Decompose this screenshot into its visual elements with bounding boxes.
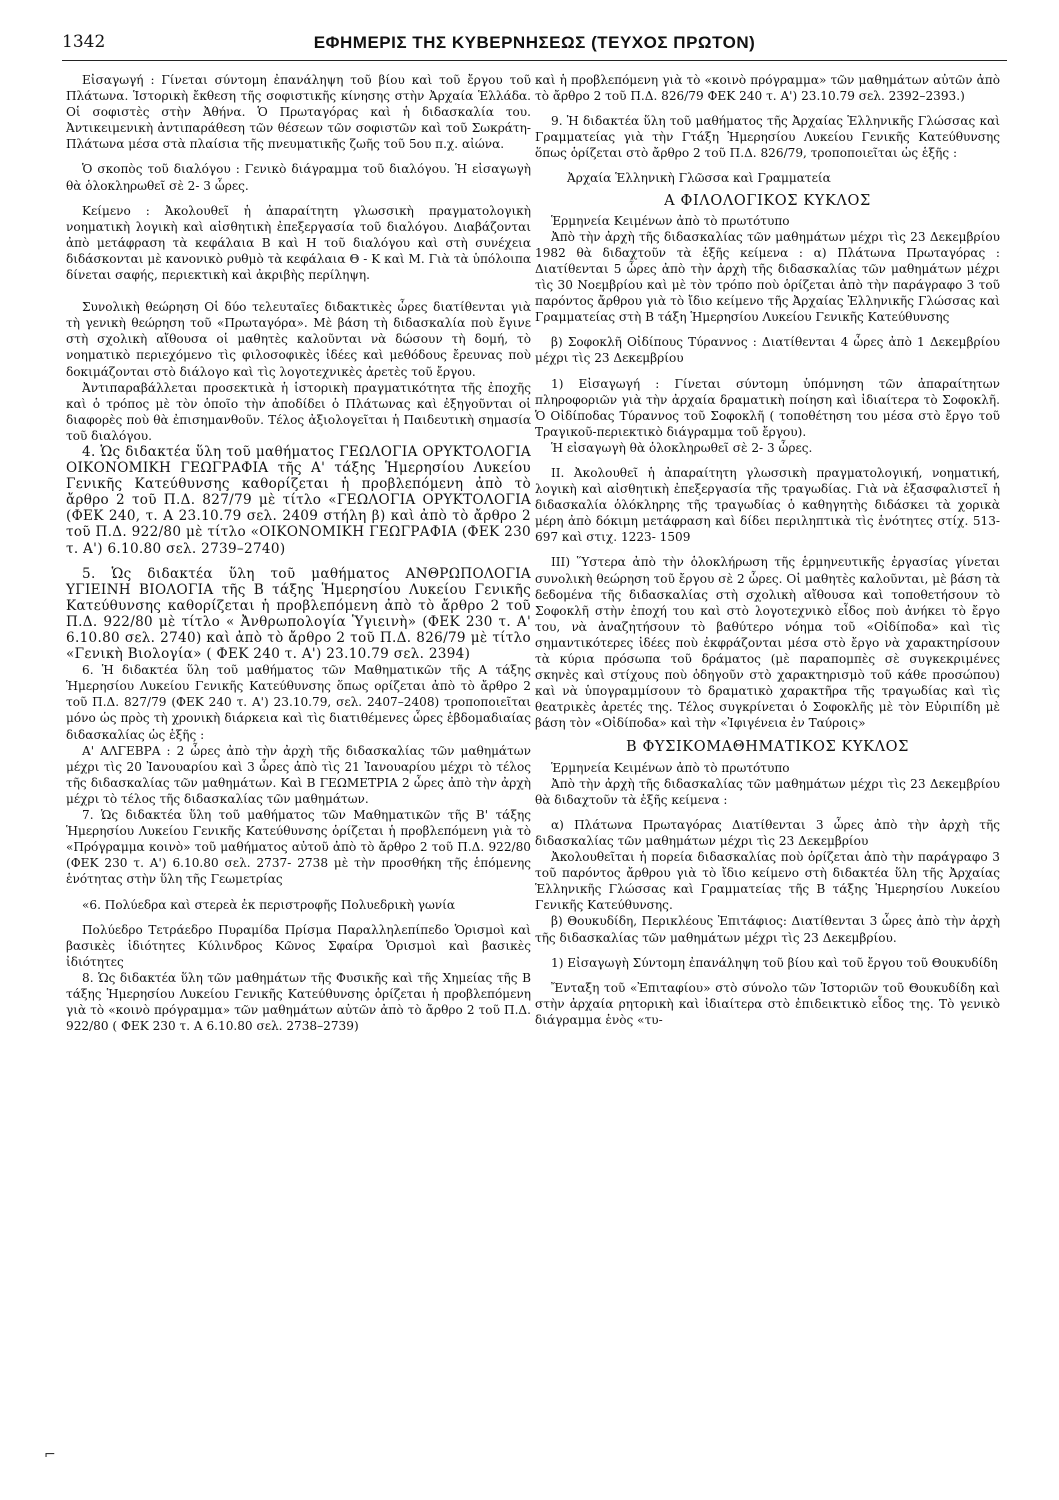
epitaph-paragraph: Ἔνταξη τοῦ «Ἐπιταφίου» στὸ σύνολο τῶν Ἱστοριῶν τοῦ Θουκυδίδη καὶ στὴν ἀρχαία ρητορικὴ καὶ ἰδιαίτερα στὸ ἐπιδεικτικὸ εἶδος της. Τὸ γενικὸ διάγραμμα ἑνὸς «τυ- (535, 980, 1000, 1027)
margin-mark: ⌐ (44, 1447, 56, 1463)
plato-paragraph: α) Πλάτωνα Πρωταγόρας Διατίθενται 3 ὧρες ἀπὸ τὴν ἀρχὴ τῆς διδασκαλίας τῶν μαθημάτων μέχρι τὶς 23 Δεκεμβρίου (535, 817, 1000, 848)
item-9-paragraph: 9. Ἡ διδακτέα ὕλη τοῦ μαθήματος τῆς Ἀρχαίας Ἑλληνικῆς Γλώσσας καὶ Γραμματείας γιὰ τὴν Γτάξη Ἡμερησίου Λυκείου Γενικῆς Κατεύθυνσης ὅπως ὁρίζεται στὸ ἄρθρο 2 τοῦ Π.Δ. 826/79, τροποποιεῖται ὡς ἑξῆς : (535, 114, 1000, 161)
sophocles-paragraph: β) Σοφοκλῆ Οἰδίπους Τύραννος : Διατίθενται 4 ὧρες ἀπὸ 1 Δεκεμβρίου μέχρι τὶς 23 Δεκεμβρίου (535, 335, 1000, 366)
overall-review-paragraph: ΙΙΙ) Ὕστερα ἀπὸ τὴν ὁλοκλήρωση τῆς ἑρμηνευτικῆς ἐργασίας γίνεται συνολικὴ θεώρηση τοῦ ἔργου σὲ 2 ὧρες. Οἱ μαθητὲς καλοῦνται, μὲ βάση τὰ δεδομένα τῆς διδασκαλίας στὴ σχολικὴ αἴθουσα καὶ τοποθετήσουν τὸ Σοφοκλῆ στὴν ἐποχή του καὶ στὸ λογοτεχνικὸ εἶδος ποὺ ἀνήκει τὸ ἔργο του, νὰ ἀναζητήσουν τὸ βαθύτερο νόημα τοῦ «Οἰδίποδα» καὶ τὶς σημαντικότερες ἰδέες ποὺ ἐκφράζονται μέσα στὸ ἔργο νὰ χαρακτηρίσουν τὰ κύρια πρόσωπα τοῦ δράματος (μὲ παραπομπὲς σὲ συγκεκριμένες σκηνὲς καὶ στίχους ποὺ ὁδηγοῦν στὸ χαρακτηρισμὸ τοῦ κάθε προσώπου) καὶ νὰ ὑπογραμμίσουν τὸ δραματικὸ χαρακτῆρα τῆς τραγωδίας καὶ τὶς θεατρικὲς ἀρετές της. Τέλος συγκρίνεται ὁ Σοφοκλῆς μὲ τὸν Εὐριπίδη μὲ βάση τὸν «Οἰδίποδα» καὶ τὴν «Ἰφιγένεια ἐν Ταύροις» (535, 555, 1000, 731)
teaching-course-paragraph: Ἀκολουθεῖται ἡ πορεία διδασκαλίας ποὺ ὁρίζεται ἀπὸ τὴν παράγραφο 3 τοῦ παρόντος ἄρθρου γιὰ τὸ ἴδιο κείμενο στὴ διδακτέα ὕλη τῆς Ἀρχαίας Ἑλληνικῆς Γλώσσας καὶ Γραμματείας τῆς Β τάξης Ἡμερησίου Λυκείου Γενικῆς Κατεύθυνσης. (535, 850, 1000, 913)
item-7-paragraph: 7. Ὡς διδακτέα ὕλη τοῦ μαθήματος τῶν Μαθηματικῶν τῆς Β' τάξης Ἡμερησίου Λυκείου Γενικῆς Κατεύθυνσης ὁρίζεται ἡ προβλεπόμενη γιὰ τὸ «Πρόγραμμα κοινὸ» τοῦ μαθήματος αὐτοῦ ἀπὸ τὸ ἄρθρο 2 τοῦ Π.Δ. 922/80 (ΦΕΚ 230 τ. Α') 6.10.80 σελ. 2737- 2738 μὲ τὴν προσθήκη τῆς ἑπόμενης ἑνότητας στὴν ὕλη τῆς Γεωμετρίας (66, 808, 531, 887)
text-paragraph: Κείμενο : Ἀκολουθεῖ ἡ ἀπαραίτητη γλωσσικὴ πραγματολογικὴ νοηματικὴ λογικὴ καὶ αἰσθητικὴ ἐπεξεργασία τοῦ διαλόγου. Διαβάζονται ἀπὸ μετάφραση τὰ κεφάλαια Β καὶ Η τοῦ διαλόγου καὶ στὴ συνέχεια διδάσκονται μὲ κανονικὸ ρυθμὸ τὰ κεφάλαια Θ - Κ καὶ Μ. Γιὰ τὰ ὑπόλοιπα δίνεται σαφής, περιεκτικὴ καὶ ἀκριβὴς περίληψη. (66, 203, 531, 283)
gazette-title: ΕΦΗΜΕΡΙΣ ΤΗΣ ΚΥΒΕΡΝΗΣΕΩΣ (ΤΕΥΧΟΣ ΠΡΩΤΟΝ) (313, 33, 756, 52)
overall-view-paragraph: Συνολικὴ θεώρηση Οἱ δύο τελευταῖες διδακτικὲς ὧρες διατίθενται γιὰ τὴ γενικὴ θεώρηση τοῦ «Πρωταγόρα». Μὲ βάση τὴ διδασκαλία ποὺ ἔγινε στὴ σχολικὴ αἴθουσα οἱ μαθητὲς καλοῦνται νὰ δώσουν τὴ δομή, τὸ νοηματικὸ περιεχόμενο τὶς φιλοσοφικὲς ἰδέες καὶ μεθόδους ἔρευνας ποὺ δοκιμάζονται στὸ διάλογο καὶ τὶς λογοτεχνικὲς ἀρετὲς τοῦ ἔργου. (66, 300, 531, 379)
section-heading-philology: Α ΦΙΛΟΛΟΓΙΚΟΣ ΚΥΚΛΟΣ (664, 192, 871, 209)
dialogue-purpose-paragraph: Ὁ σκοπὸς τοῦ διαλόγου : Γενικὸ διάγραμμα τοῦ διαλόγου. Ἡ εἰσαγωγὴ θὰ ὁλοκληρωθεῖ σὲ 2- 3 ὧρες. (66, 162, 531, 193)
thucydides-intro-paragraph: 1) Εἰσαγωγὴ Σύντομη ἐπανάληψη τοῦ βίου καὶ τοῦ ἔργου τοῦ Θουκυδίδη (551, 955, 998, 970)
item-6-paragraph: 6. Ἡ διδακτέα ὕλη τοῦ μαθήματος τῶν Μαθηματικῶν τῆς Α τάξης Ἡμερησίου Λυκείου Γενικῆς Κατεύθυνσης ὅπως ορίζεται ἀπὸ τὸ ἄρθρο 2 τοῦ Π.Δ. 827/79 (ΦΕΚ 240 τ. Α') 23.10.79, σελ. 2407–2408) τροποποιεῖται μόνο ὡς πρὸς τὴ χρονικὴ διάρκεια καὶ τὶς διατιθέμενες ὧρες ἑβδομαδιαίας διδασκαλίας ὡς ἑξῆς : (66, 663, 531, 742)
sophocles-intro-paragraph: 1) Εἰσαγωγή : Γίνεται σύντομη ὑπόμνηση τῶν ἀπαραίτητων πληροφοριῶν γιὰ τὴν ἀρχαία δραματικὴ ποίηση καὶ ἰδιαίτερα τὸ Σοφοκλῆ. Ὁ Οἰδίποδας Τύραννος τοῦ Σοφοκλῆ ( τοποθέτηση του μέσα στὸ ἔργο τοῦ Τραγικοῦ-περιεκτικὸ διάγραμμα τοῦ ἔργου). (535, 376, 1000, 439)
interpretation-heading-2: Ἑρμηνεία Κειμένων ἀπὸ τὸ πρωτότυπο (551, 760, 790, 775)
left-column (66, 72, 531, 1034)
right-column (535, 72, 1000, 1028)
continuation-paragraph: καὶ ἡ προβλεπόμενη γιὰ τὸ «κοινὸ πρόγραμμα» τῶν μαθημάτων αὐτῶν ἀπὸ τὸ ἄρθρο 2 τοῦ Π.Δ. 826/79 ΦΕΚ 240 τ. Α') 23.10.79 σελ. 2392–2393.) (535, 73, 1000, 104)
intro-duration-paragraph: Ἡ εἰσαγωγὴ θὰ ὁλοκληρωθεῖ σὲ 2- 3 ὧρες. (551, 440, 813, 455)
header-rule (62, 60, 1007, 61)
item-8-paragraph: 8. Ὡς διδακτέα ὕλη τῶν μαθημάτων τῆς Φυσικῆς καὶ τῆς Χημείας τῆς Β τάξης Ἡμερησίου Λυκείου Γενικῆς Κατεύθυνσης ὁρίζεται ἡ προβλεπόμενη γιὰ τὸ «κοινὸ πρόγραμμα» τῶν μαθημάτων αὐτῶν ἀπὸ τὸ ἄρθρο 2 τοῦ Π.Δ. 922/80 ( ΦΕΚ 230 τ. Α 6.10.80 σελ. 2738–2739) (66, 970, 531, 1034)
intro-paragraph: Εἰσαγωγή : Γίνεται σύντομη ἐπανάληψη τοῦ βίου καὶ τοῦ ἔργου τοῦ Πλάτωνα. Ἱστορικὴ ἔκθεση τῆς σοφιστικῆς κίνησης στὴν Ἀρχαία Ἑλλάδα. Οἱ σοφιστὲς στὴν Ἀθήνα. Ὁ Πρωταγόρας καὶ ἡ διδασκαλία του. Ἀντικειμενικὴ ἀντιπαράθεση τῶν θέσεων τῶν σοφιστῶν καὶ τοῦ Σωκράτη-Πλάτωνα μέσα στὰ πλαίσια τῆς πνευματικῆς ζωῆς τοῦ 5ου π.χ. αἰώνα. (66, 73, 531, 152)
thucydides-paragraph: β) Θουκυδίδη, Περικλέους Ἐπιτάφιος: Διατίθενται 3 ὧρες ἀπὸ τὴν ἀρχὴ τῆς διδασκαλίας τῶν μαθημάτων μέχρι τὶς 23 Δεκεμβρίου. (535, 914, 1000, 945)
polyhedra-list-paragraph: Πολύεδρο Τετράεδρο Πυραμίδα Πρίσμα Παραλληλεπίπεδο Ὁρισμοὶ καὶ βασικὲς ἰδιότητες Κύλινδρος Κῶνος Σφαίρα Ὁρισμοὶ καὶ βασικὲς ἰδιότητες (66, 922, 531, 969)
page-header (62, 30, 1007, 60)
texts-schedule-paragraph: Ἀπὸ τὴν ἀρχὴ τῆς διδασκαλίας τῶν μαθημάτων μέχρι τὶς 23 Δεκεμβρίου 1982 θὰ διδαχτοῦν τὰ ἑξῆς κείμενα : α) Πλάτωνα Πρωταγόρας : Διατίθενται 5 ὧρες ἀπὸ τὴν ἀρχὴ τῆς διδασκαλίας τῶν μαθημάτων μέχρι τὶς 30 Νοεμβρίου καὶ μὲ τὸν τρόπο ποὺ ὁρίζεται ἀπὸ τὴν παράγραφο 3 τοῦ παρόντος ἄρθρου γιὰ τὸ ἴδιο κείμενο τῆς Ἀρχαίας Ἑλληνικῆς Γλώσσας καὶ Γραμματείας στὴ Β τάξη Ἡμερησίου Λυκείου Γενικῆς Κατεύθυνσης (535, 229, 1000, 325)
comparison-paragraph: Ἀντιπαραβάλλεται προσεκτικὰ ἡ ἱστορικὴ πραγματικότητα τῆς ἐποχῆς καὶ ὁ τρόπος μὲ τὸν ὁποῖο τὴν ἀποδίδει ὁ Πλάτωνας καὶ ἐξηγοῦνται οἱ διαφορὲς ποὺ θὰ ἐπισημανθοῦν. Τέλος ἀξιολογεῖται ἡ Παιδευτικὴ σημασία τοῦ διαλόγου. (66, 380, 531, 443)
interpretation-heading: Ἑρμηνεία Κειμένων ἀπὸ τὸ πρωτότυπο (551, 213, 790, 228)
page-number: 1342 (62, 32, 106, 52)
section-heading-science: Β ΦΥΣΙΚΟΜΑΘΗΜΑΤΙΚΟΣ ΚΥΚΛΟΣ (625, 739, 910, 756)
polyhedra-paragraph: «6. Πολύεδρα καὶ στερεὰ ἐκ περιστροφῆς Πολυεδρικὴ γωνία (82, 897, 456, 912)
texts-schedule-paragraph-2: Ἀπὸ τὴν ἀρχὴ τῆς διδασκαλίας τῶν μαθημάτων μέχρι τὶς 23 Δεκεμβρίου θὰ διδαχτοῦν τὰ ἑξῆς κείμενα : (535, 776, 1000, 807)
algebra-paragraph: Α' ΑΛΓΕΒΡΑ : 2 ὧρες ἀπὸ τὴν ἀρχὴ τῆς διδασκαλίας τῶν μαθημάτων μέχρι τὶς 20 Ἰανουαρίου καὶ 3 ὧρες ἀπὸ τὶς 21 Ἰανουαρίου μέχρι τὸ τέλος τῆς διδασκαλίας τῶν μαθημάτων. Καὶ Β ΓΕΩΜΕΤΡΙΑ 2 ὧρες ἀπὸ τὴν ἀρχὴ μέχρι τὸ τέλος τῆς διδασκαλίας τῶν μαθημάτων. (66, 743, 531, 806)
subject-heading: Ἀρχαία Ἑλληνικὴ Γλῶσσα καὶ Γραμματεία (567, 171, 831, 186)
item-4-paragraph: 4. Ὡς διδακτέα ὕλη τοῦ μαθήματος ΓΕΩΛΟΓΙΑ ΟΡΥΚΤΟΛΟΓΙΑ ΟΙΚΟΝΟΜΙΚΗ ΓΕΩΓΡΑΦΙΑ τῆς Α' τάξης Ἡμερησίου Λυκείου Γενικῆς Κατεύθυνσης καθορίζεται ἡ προβλεπόμενη ἀπὸ τὸ ἄρθρο 2 τοῦ Π.Δ. 827/79 μὲ τίτλο «ΓΕΩΛΟΓΙΑ ΟΡΥΚΤΟΛΟΓΙΑ (ΦΕΚ 240, τ. Α 23.10.79 σελ. 2409 στήλη β) καὶ ἀπὸ τὸ ἄρθρο 2 τοῦ Π.Δ. 922/80 μὲ τίτλο «ΟΙΚΟΝΟΜΙΚΗ ΓΕΩΓΡΑΦΙΑ (ΦΕΚ 230 τ. Α') 6.10.80 σελ. 2739–2740) (66, 443, 531, 557)
tragedy-processing-paragraph: ΙΙ. Ἀκολουθεῖ ἡ ἀπαραίτητη γλωσσικὴ πραγματολογική, νοηματική, λογικὴ καὶ αἰσθητικὴ ἐπεξεργασία τῆς τραγωδίας. Γιὰ νὰ ἐξασφαλιστεῖ ἡ διδασκαλία ὁλόκληρης τῆς τραγωδίας ὁ καθηγητὴς διδάσκει τὰ χορικὰ μέρη ἀπὸ δόκιμη μετάφραση καὶ δίδει περιληπτικὰ τὶς ἑνότητες στίχ. 513- 697 καὶ στιχ. 1223- 1509 (535, 465, 1000, 545)
item-5-paragraph: 5. Ὡς διδακτέα ὕλη τοῦ μαθήματος ΑΝΘΡΩΠΟΛΟΓΙΑ ΥΓΙΕΙΝΗ ΒΙΟΛΟΓΙΑ τῆς Β τάξης Ἡμερησίου Λυκείου Γενικῆς Κατεύθυνσης καθορίζεται ἡ προβλεπόμενη ἀπὸ τὸ ἄρθρο 2 τοῦ Π.Δ. 922/80 μὲ τίτλο « Ἀνθρωπολογία Ὑγιεινὴ» (ΦΕΚ 230 τ. Α' 6.10.80 σελ. 2740) καὶ ἀπὸ τὸ ἄρθρο 2 τοῦ Π.Δ. 826/79 μὲ τίτλο «Γενικὴ Βιολογία» ( ΦΕΚ 240 τ. Α') 23.10.79 σελ. 2394) (66, 565, 531, 663)
